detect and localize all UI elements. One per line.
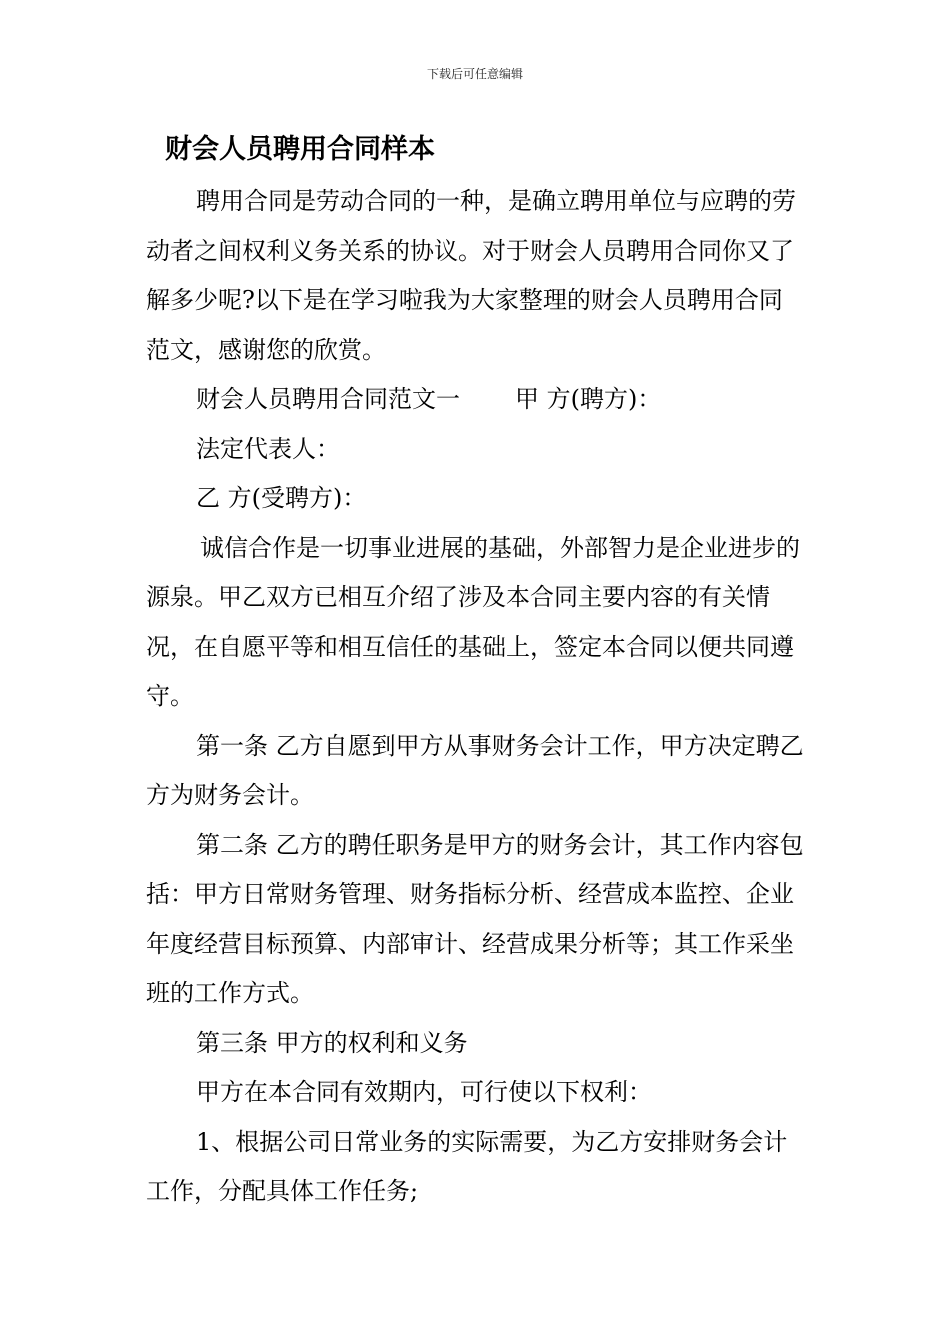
sample-heading-line xyxy=(146,375,806,425)
article-1-paragraph: 第一条 乙方自愿到甲方从事财务会计工作，甲方决定聘乙方为财务会计。 xyxy=(146,731,804,809)
right-1-paragraph: 1、根据公司日常业务的实际需要，为乙方安排财务会计工作，分配具体工作任务; xyxy=(146,1127,788,1205)
sample-title: 财会人员聘用合同范文一 xyxy=(196,385,460,413)
legal-representative-label: 法定代表人： xyxy=(196,434,340,463)
article-3-heading: 第三条 甲方的权利和义务 xyxy=(196,1028,468,1057)
document-body xyxy=(146,177,806,1217)
article-2-paragraph: 第二条 乙方的聘任职务是甲方的财务会计，其工作内容包括：甲方日常财务管理、财务指标分析、经营成本监控、企业年度经营目标预算、内部审计、经营成果分析等；其工作采坐班的工作方式。 xyxy=(146,830,804,1007)
header-note: 下载后可任意编辑 xyxy=(426,67,523,81)
document-title: 财会人员聘用合同样本 xyxy=(165,134,435,165)
party-b-label: 乙 方(受聘方)： xyxy=(196,484,367,512)
party-a-label: 甲 方(聘方)： xyxy=(515,385,662,413)
intro-paragraph: 聘用合同是劳动合同的一种，是确立聘用单位与应聘的劳动者之间权利义务关系的协议。对于财会人员聘用合同你又了解多少呢?以下是在学习啦我为大家整理的财会人员聘用合同范文，感谢您的欣赏。 xyxy=(146,187,796,364)
rights-intro: 甲方在本合同有效期内，可行使以下权利： xyxy=(196,1078,652,1106)
preamble-paragraph: 诚信合作是一切事业进展的基础，外部智力是企业进步的源泉。甲乙双方已相互介绍了涉及本合同主要内容的有关情况，在自愿平等和相互信任的基础上，签定本合同以便共同遵守。 xyxy=(146,533,800,710)
